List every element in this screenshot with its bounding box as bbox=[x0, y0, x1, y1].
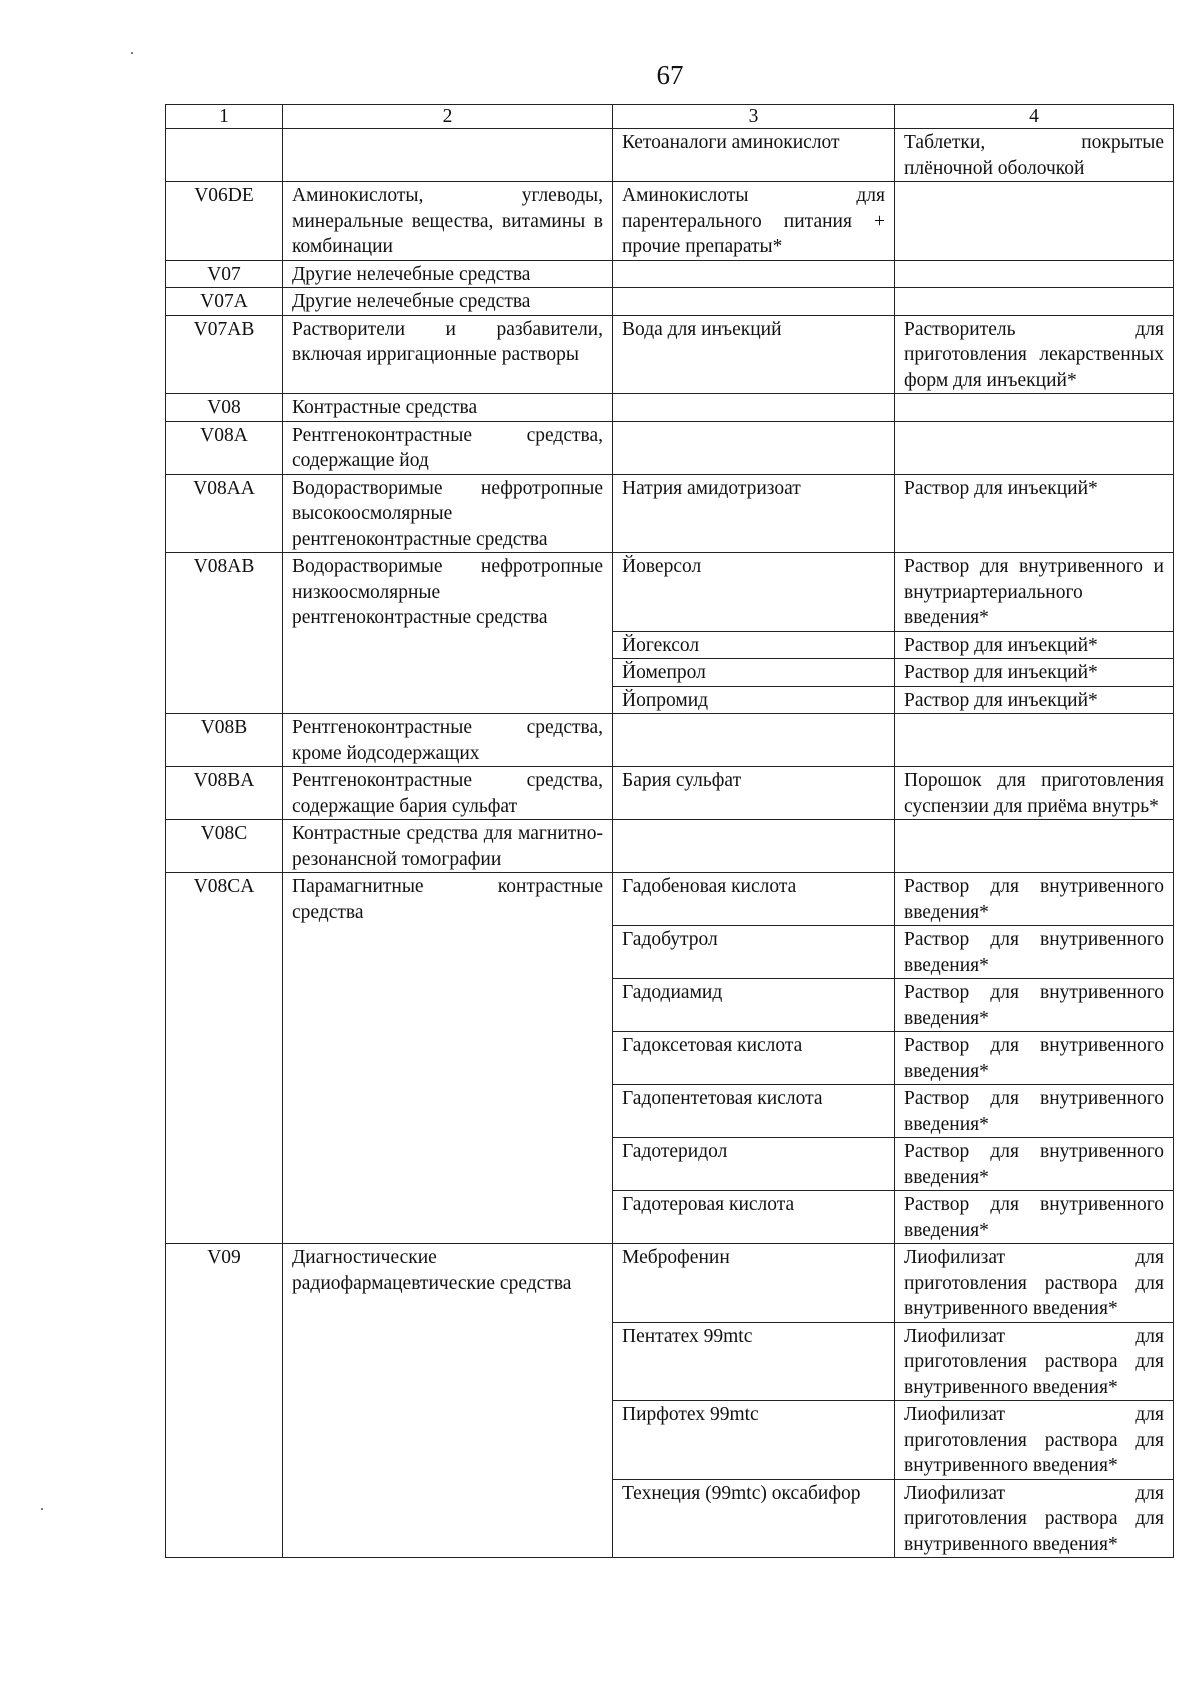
drug-name-cell: Пирфотех 99mtc bbox=[613, 1401, 895, 1480]
dosage-form-cell: Порошок для приготовления суспензии для приёма внутрь* bbox=[895, 767, 1174, 820]
table-row bbox=[166, 714, 1174, 767]
drug-name-cell: Йогексол bbox=[613, 631, 895, 659]
dosage-form-cell: Раствор для внутривенного введения* bbox=[895, 1032, 1174, 1085]
column-header: 3 bbox=[613, 105, 895, 129]
table-row bbox=[166, 1244, 1174, 1323]
drug-name-cell bbox=[613, 421, 895, 474]
table-row bbox=[166, 767, 1174, 820]
dosage-form-cell bbox=[895, 394, 1174, 422]
dosage-form-cell: Раствор для внутривенного введения* bbox=[895, 979, 1174, 1032]
dosage-form-cell: Раствор для внутривенного введения* bbox=[895, 873, 1174, 926]
group-name-cell: Аминокислоты, углеводы, минеральные вещества, витамины в комбинации bbox=[283, 182, 613, 261]
group-name-cell bbox=[283, 129, 613, 182]
dosage-form-cell bbox=[895, 820, 1174, 873]
table-row bbox=[166, 873, 1174, 926]
table-row bbox=[166, 820, 1174, 873]
drug-name-cell: Йомепрол bbox=[613, 659, 895, 687]
group-name-cell: Рентгеноконтрастные средства, содержащие бария сульфат bbox=[283, 767, 613, 820]
drug-name-cell bbox=[613, 714, 895, 767]
atc-code-cell: V08AA bbox=[166, 474, 283, 553]
dosage-form-cell: Лиофилизат для приготовления раствора для внутривенного введения* bbox=[895, 1401, 1174, 1480]
atc-code-cell: V08CA bbox=[166, 873, 283, 1244]
drug-name-cell: Гадотеровая кислота bbox=[613, 1191, 895, 1244]
dosage-form-cell: Лиофилизат для приготовления раствора для внутривенного введения* bbox=[895, 1479, 1174, 1558]
dosage-form-cell: Таблетки, покрытые плёночной оболочкой bbox=[895, 129, 1174, 182]
dosage-form-cell: Лиофилизат для приготовления раствора для внутривенного введения* bbox=[895, 1244, 1174, 1323]
drug-name-cell: Аминокислоты для парентерального питания + прочие препараты* bbox=[613, 182, 895, 261]
dosage-form-cell bbox=[895, 288, 1174, 316]
table-row bbox=[166, 474, 1174, 553]
dosage-form-cell: Раствор для инъекций* bbox=[895, 631, 1174, 659]
dosage-form-cell: Раствор для внутривенного введения* bbox=[895, 1085, 1174, 1138]
group-name-cell: Контрастные средства bbox=[283, 394, 613, 422]
group-name-cell: Диагностические радиофармацевтические средства bbox=[283, 1244, 613, 1558]
drug-name-cell: Меброфенин bbox=[613, 1244, 895, 1323]
column-header: 1 bbox=[166, 105, 283, 129]
group-name-cell: Растворители и разбавители, включая ирригационные растворы bbox=[283, 315, 613, 394]
atc-code-cell: V07A bbox=[166, 288, 283, 316]
dosage-form-cell bbox=[895, 182, 1174, 261]
group-name-cell: Другие нелечебные средства bbox=[283, 260, 613, 288]
atc-code-cell: V06DE bbox=[166, 182, 283, 261]
dosage-form-cell: Раствор для внутривенного введения* bbox=[895, 1138, 1174, 1191]
drug-list-table bbox=[165, 104, 1174, 1558]
dosage-form-cell bbox=[895, 421, 1174, 474]
group-name-cell: Рентгеноконтрастные средства, кроме йодсодержащих bbox=[283, 714, 613, 767]
dosage-form-cell: Раствор для внутривенного и внутриартериального введения* bbox=[895, 553, 1174, 632]
table-row bbox=[166, 315, 1174, 394]
table-row bbox=[166, 421, 1174, 474]
drug-name-cell: Бария сульфат bbox=[613, 767, 895, 820]
dosage-form-cell bbox=[895, 714, 1174, 767]
atc-code-cell: V07 bbox=[166, 260, 283, 288]
drug-name-cell bbox=[613, 394, 895, 422]
dosage-form-cell: Раствор для инъекций* bbox=[895, 474, 1174, 553]
column-header: 2 bbox=[283, 105, 613, 129]
group-name-cell: Контрастные средства для магнитно-резонансной томографии bbox=[283, 820, 613, 873]
table-row bbox=[166, 182, 1174, 261]
drug-name-cell: Технеция (99mtc) оксабифор bbox=[613, 1479, 895, 1558]
dosage-form-cell: Раствор для внутривенного введения* bbox=[895, 926, 1174, 979]
table-row bbox=[166, 553, 1174, 632]
group-name-cell: Другие нелечебные средства bbox=[283, 288, 613, 316]
drug-name-cell bbox=[613, 820, 895, 873]
drug-name-cell: Гадопентетовая кислота bbox=[613, 1085, 895, 1138]
table-row bbox=[166, 288, 1174, 316]
atc-code-cell: V07AB bbox=[166, 315, 283, 394]
group-name-cell: Водорастворимые нефротропные высокоосмолярные рентгеноконтрастные средства bbox=[283, 474, 613, 553]
drug-name-cell: Йоверсол bbox=[613, 553, 895, 632]
drug-name-cell: Гадотеридол bbox=[613, 1138, 895, 1191]
drug-name-cell: Гадобеновая кислота bbox=[613, 873, 895, 926]
dosage-form-cell: Раствор для инъекций* bbox=[895, 659, 1174, 687]
atc-code-cell: V08B bbox=[166, 714, 283, 767]
dosage-form-cell: Растворитель для приготовления лекарственных форм для инъекций* bbox=[895, 315, 1174, 394]
table-row bbox=[166, 129, 1174, 182]
drug-name-cell: Гадодиамид bbox=[613, 979, 895, 1032]
group-name-cell: Водорастворимые нефротропные низкоосмолярные рентгеноконтрастные средства bbox=[283, 553, 613, 714]
drug-name-cell bbox=[613, 288, 895, 316]
drug-name-cell: Вода для инъекций bbox=[613, 315, 895, 394]
atc-code-cell: V08BA bbox=[166, 767, 283, 820]
drug-name-cell: Гадоксетовая кислота bbox=[613, 1032, 895, 1085]
dosage-form-cell bbox=[895, 260, 1174, 288]
drug-name-cell: Йопромид bbox=[613, 686, 895, 714]
atc-code-cell bbox=[166, 129, 283, 182]
drug-name-cell: Натрия амидотризоат bbox=[613, 474, 895, 553]
atc-code-cell: V09 bbox=[166, 1244, 283, 1558]
dosage-form-cell: Лиофилизат для приготовления раствора для внутривенного введения* bbox=[895, 1322, 1174, 1401]
atc-code-cell: V08AB bbox=[166, 553, 283, 714]
atc-code-cell: V08C bbox=[166, 820, 283, 873]
atc-code-cell: V08A bbox=[166, 421, 283, 474]
column-header: 4 bbox=[895, 105, 1174, 129]
table-header-row bbox=[166, 105, 1174, 129]
stray-mark: . bbox=[40, 1497, 44, 1514]
dosage-form-cell: Раствор для внутривенного введения* bbox=[895, 1191, 1174, 1244]
group-name-cell: Парамагнитные контрастные средства bbox=[283, 873, 613, 1244]
drug-name-cell: Пентатех 99mtc bbox=[613, 1322, 895, 1401]
stray-mark: . bbox=[130, 41, 134, 58]
drug-name-cell: Гадобутрол bbox=[613, 926, 895, 979]
dosage-form-cell: Раствор для инъекций* bbox=[895, 686, 1174, 714]
table-row bbox=[166, 394, 1174, 422]
drug-name-cell: Кетоаналоги аминокислот bbox=[613, 129, 895, 182]
drug-name-cell bbox=[613, 260, 895, 288]
table-row bbox=[166, 260, 1174, 288]
page-number: 67 bbox=[656, 60, 684, 90]
atc-code-cell: V08 bbox=[166, 394, 283, 422]
group-name-cell: Рентгеноконтрастные средства, содержащие йод bbox=[283, 421, 613, 474]
